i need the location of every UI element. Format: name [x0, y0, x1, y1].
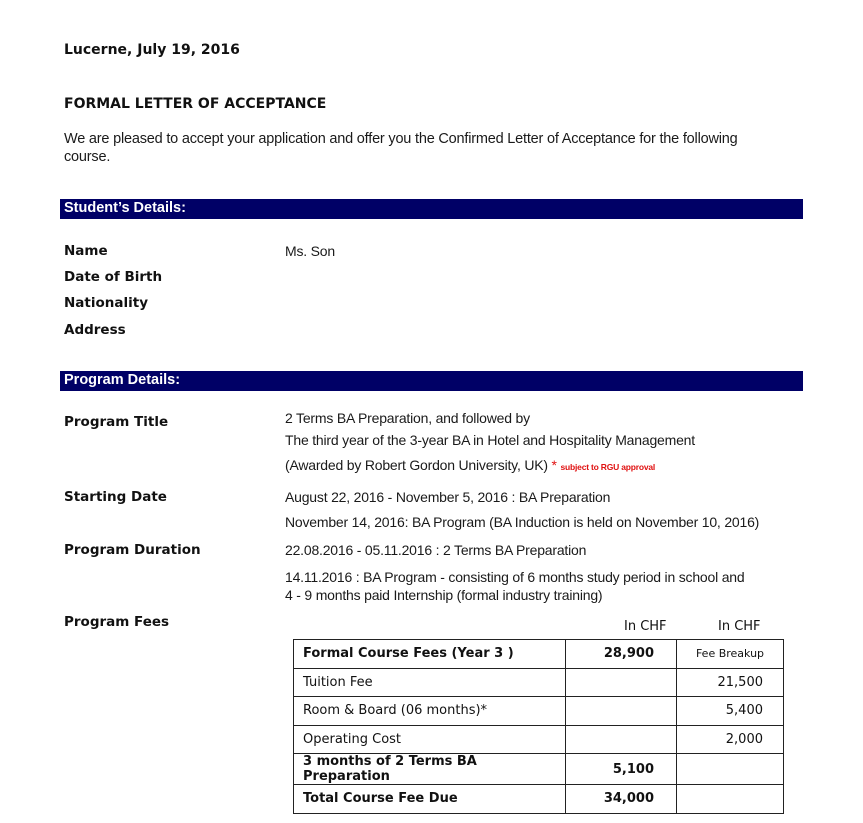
field-label-dob: Date of Birth	[64, 269, 163, 285]
program-title-label: Program Title	[64, 414, 169, 430]
fee-breakup: 21,500	[677, 668, 784, 697]
intro-line-2: course.	[64, 149, 111, 165]
letter-title: FORMAL LETTER OF ACCEPTANCE	[64, 96, 327, 112]
program-title-line-1: 2 Terms BA Preparation, and followed by	[285, 410, 530, 426]
program-details-header-text: Program Details:	[64, 372, 181, 388]
asterisk-mark: *	[551, 457, 557, 473]
fee-chf	[566, 725, 677, 754]
field-label-nationality: Nationality	[64, 295, 148, 311]
field-value-name: Ms. Son	[285, 243, 335, 259]
fee-row-room-board	[294, 697, 784, 726]
fee-item: Tuition Fee	[294, 668, 566, 697]
program-duration-line-3: 4 - 9 months paid Internship (formal industry training)	[285, 587, 603, 603]
fee-row-formal-course	[294, 640, 784, 669]
column-header-breakup-chf: In CHF	[718, 619, 761, 634]
fee-chf: 5,100	[566, 754, 677, 785]
awarding-body: (Awarded by Robert Gordon University, UK)	[285, 457, 548, 473]
program-title-line-3	[285, 457, 655, 473]
program-fees-label: Program Fees	[64, 614, 170, 630]
field-label-address: Address	[64, 322, 126, 338]
fee-breakup: Fee Breakup	[677, 640, 784, 669]
fee-item: Total Course Fee Due	[294, 785, 566, 814]
fee-item: Operating Cost	[294, 725, 566, 754]
starting-date-line-1: August 22, 2016 - November 5, 2016 : BA Preparation	[285, 489, 611, 505]
fee-breakup: 5,400	[677, 697, 784, 726]
fee-row-tuition	[294, 668, 784, 697]
students-details-header-text: Student’s Details:	[64, 200, 186, 216]
fee-breakup	[677, 754, 784, 785]
fee-breakup: 2,000	[677, 725, 784, 754]
fee-breakup	[677, 785, 784, 814]
fee-chf: 34,000	[566, 785, 677, 814]
program-duration-label: Program Duration	[64, 542, 201, 558]
approval-note: subject to RGU approval	[560, 462, 656, 472]
place-date: Lucerne, July 19, 2016	[64, 42, 240, 58]
starting-date-line-2: November 14, 2016: BA Program (BA Induction is held on November 10, 2016)	[285, 514, 760, 530]
field-label-name: Name	[64, 243, 108, 259]
students-details-header	[60, 199, 803, 219]
intro-line-1: We are pleased to accept your application and offer you the Confirmed Letter of Acceptance for the following	[64, 131, 738, 147]
fee-chf: 28,900	[566, 640, 677, 669]
program-title-line-2: The third year of the 3-year BA in Hotel and Hospitality Management	[285, 432, 695, 448]
program-details-header	[60, 371, 803, 391]
starting-date-label: Starting Date	[64, 489, 167, 505]
fee-item: Room & Board (06 months)*	[294, 697, 566, 726]
fees-table	[293, 639, 784, 814]
program-duration-line-1: 22.08.2016 - 05.11.2016 : 2 Terms BA Preparation	[285, 542, 587, 558]
fee-item: 3 months of 2 Terms BA Preparation	[294, 754, 566, 785]
fee-row-total	[294, 785, 784, 814]
fee-chf	[566, 697, 677, 726]
program-duration-line-2: 14.11.2016 : BA Program - consisting of 6 months study period in school and	[285, 569, 745, 585]
fee-row-ba-preparation	[294, 754, 784, 785]
fee-row-operating-cost	[294, 725, 784, 754]
fee-item: Formal Course Fees (Year 3 )	[294, 640, 566, 669]
column-header-chf: In CHF	[624, 619, 667, 634]
fee-chf	[566, 668, 677, 697]
